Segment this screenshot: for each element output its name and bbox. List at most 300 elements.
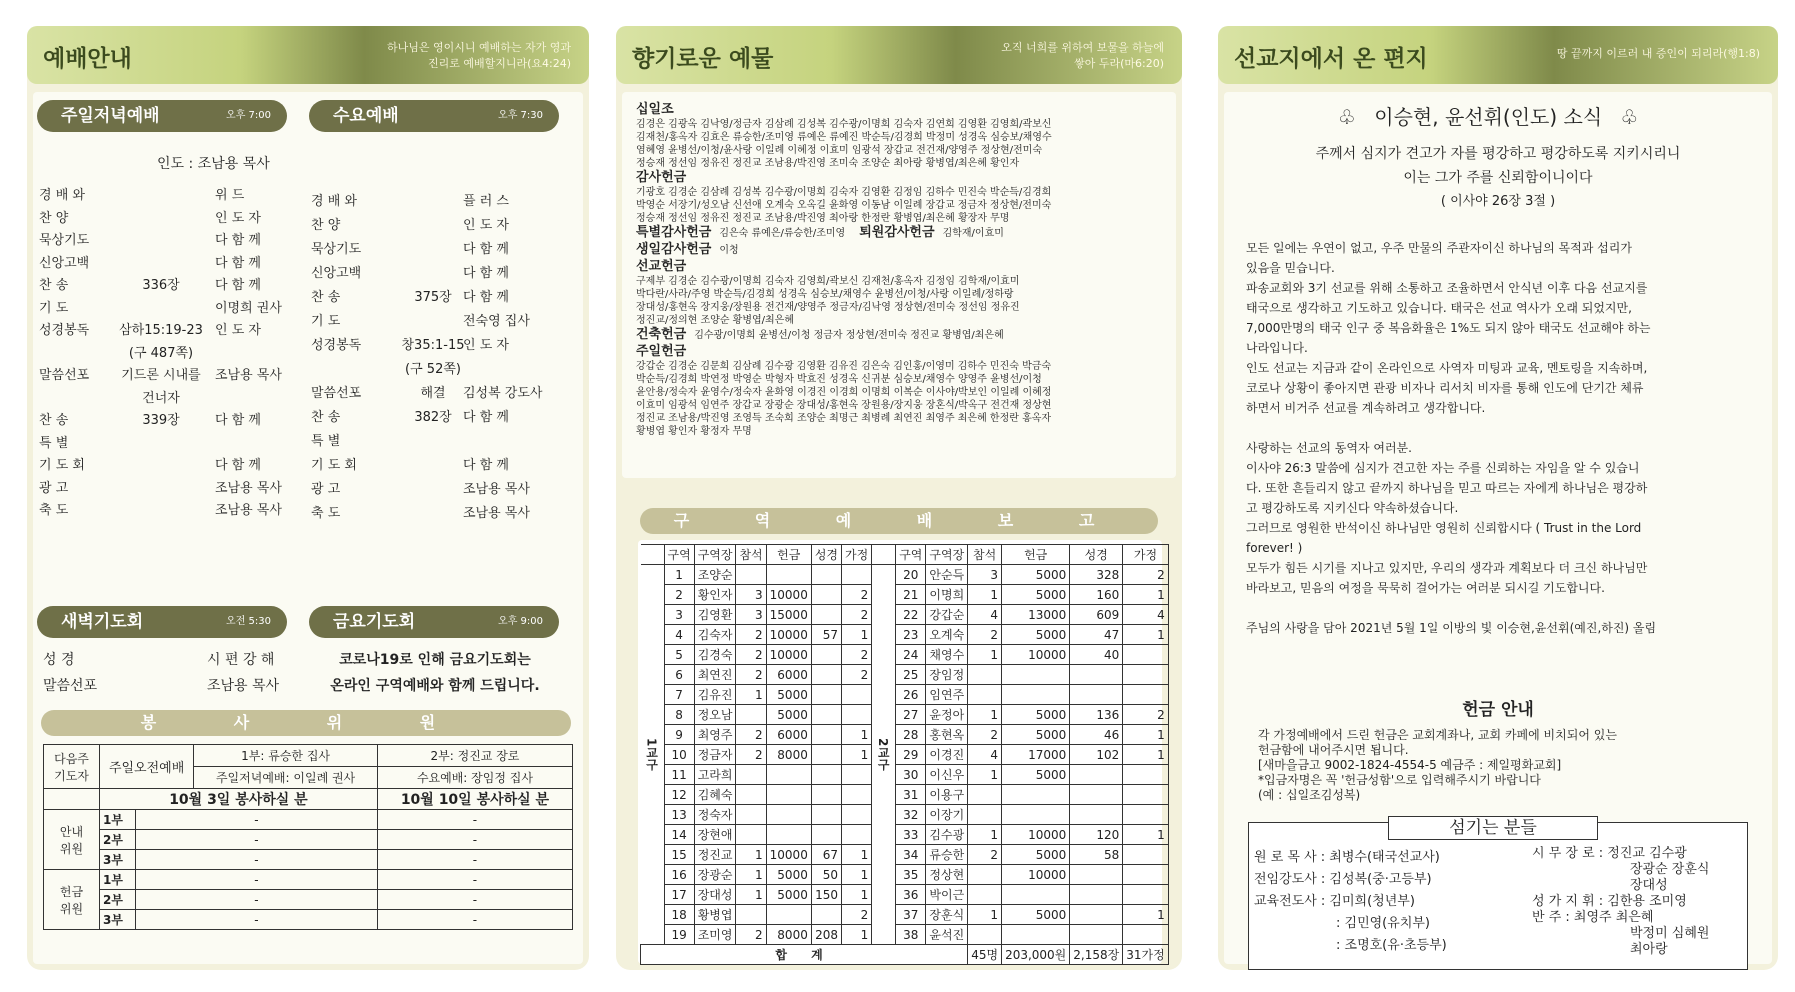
region-cell: 40 <box>1070 645 1123 665</box>
total-value: 31가정 <box>1123 945 1168 965</box>
region-cell: 4 <box>968 605 1002 625</box>
region-cell <box>736 785 766 805</box>
staff-edu-2: : 김민영(유치부) <box>1336 916 1431 931</box>
order-cell: 339장 <box>142 413 180 428</box>
region-cell: 정숙자 <box>694 805 736 825</box>
friday-prayer-title: 금요기도회 오후 9:00 <box>309 606 559 638</box>
region-cell: 34 <box>896 845 926 865</box>
offering-guide-line: (예 : 십일조김성복) <box>1258 788 1361 802</box>
region-cell: 5000 <box>1002 725 1070 745</box>
region-cell: 14 <box>664 825 694 845</box>
order-cell: 찬 송 <box>311 290 341 305</box>
order-cell: 조남용 목사 <box>463 482 530 497</box>
region-cell: 장임정 <box>926 665 968 685</box>
dawn-sermon-label: 말씀선포 <box>43 678 98 694</box>
staff-accomp: 반 주 : 최영주 최은혜 <box>1532 910 1654 925</box>
quote-ref: ( 이사야 26장 3절 ) <box>1440 194 1556 209</box>
region-cell: 김경숙 <box>694 645 736 665</box>
region-cell <box>1123 645 1168 665</box>
order-cell: 신앙고백 <box>311 266 362 281</box>
offering-names: 이효미 임광석 임연주 장갑교 장광순 장대성/홍현옥 장원용/장지웅 장혼식/박옥구 전건재 정상현 <box>636 400 1052 411</box>
order-cell: 기 도 <box>311 314 341 329</box>
letter-line: 모두가 힘든 시기를 지나고 있지만, 우리의 생각과 계획보다 더 크신 하나님만 <box>1246 561 1648 575</box>
letter-line: forever! ) <box>1246 541 1303 555</box>
region-cell: 3 <box>736 605 766 625</box>
region-cell: 이용구 <box>926 785 968 805</box>
next-week-cell: 다음주 기도자 <box>44 745 100 789</box>
region-cell: 5000 <box>766 865 811 885</box>
order-cell: 조남용 목사 <box>215 368 282 383</box>
region-cell: 2 <box>736 745 766 765</box>
letter-line: 파송교회와 3기 선교를 위해 소통하고 조율하면서 안식년 이후 다음 선교지를 <box>1246 281 1648 295</box>
order-cell: 삼하15:19-23 <box>119 323 203 338</box>
region-cell: 1 <box>968 585 1002 605</box>
letter-line: 사랑하는 선교의 동역자 여러분. <box>1246 441 1412 455</box>
region-row <box>641 605 1169 625</box>
region-cell <box>811 805 841 825</box>
total-label: 합 계 <box>641 945 968 965</box>
column-header: 구역 <box>664 545 694 565</box>
staff-elders: 시 무 장 로 : 정진교 김수광 <box>1532 846 1687 861</box>
region-cell: 이경진 <box>926 745 968 765</box>
region-cell: 5000 <box>766 685 811 705</box>
region-cell: 2 <box>736 665 766 685</box>
region-cell: 장대성 <box>694 885 736 905</box>
region-cell: 36 <box>896 885 926 905</box>
region-row <box>641 825 1169 845</box>
offering-heading: 감사헌금 <box>636 170 687 185</box>
dawn-bible-value: 시 편 강 해 <box>207 652 275 668</box>
order-cell: 경 배 와 <box>39 188 85 203</box>
region-cell: 1 <box>842 885 872 905</box>
region-cell: 오계숙 <box>926 625 968 645</box>
region-cell <box>811 665 841 685</box>
region-row <box>641 785 1169 805</box>
mission-header-bar <box>1218 26 1778 84</box>
offering-names: 김경은 김광옥 김낙영/정금자 김삼례 김성복 김수광/이명희 김숙자 김연희 김영환 김영희/곽보신 <box>636 119 1052 130</box>
region-cell: 강갑순 <box>926 605 968 625</box>
region-cell: 임연주 <box>926 685 968 705</box>
region-cell: 29 <box>896 745 926 765</box>
offering-panel <box>616 26 1182 970</box>
region-cell: 2 <box>842 665 872 685</box>
region-cell: 150 <box>811 885 841 905</box>
region-cell <box>1070 765 1123 785</box>
region-cell: 7 <box>664 685 694 705</box>
order-cell: 다 함 께 <box>463 242 509 257</box>
region-cell: 18 <box>664 905 694 925</box>
region-row <box>641 745 1169 765</box>
total-value: 45명 <box>968 945 1002 965</box>
region-cell: 2 <box>842 905 872 925</box>
region-cell <box>968 885 1002 905</box>
offering-guide-line: *입금자명은 꼭 '헌금성함'으로 입력해주시기 바랍니다 <box>1258 773 1541 787</box>
oct3-cell: - <box>136 810 378 830</box>
worship-verse: 하나님은 영이시니 예배하는 자가 영과 진리로 예배할지니라(요4:24) <box>386 41 571 70</box>
staff-elders-3: 장대성 <box>1630 878 1668 893</box>
region-cell: 1 <box>842 865 872 885</box>
region-cell: 136 <box>1070 705 1123 725</box>
region-cell <box>1002 885 1070 905</box>
region-cell: 1 <box>736 865 766 885</box>
region-cell: 17 <box>664 885 694 905</box>
region-cell: 5 <box>664 645 694 665</box>
region-row <box>641 725 1169 745</box>
region-cell <box>1123 865 1168 885</box>
order-cell: 신앙고백 <box>39 255 90 271</box>
letter-heading: ♧ 이승현, 윤선휘(인도) 소식 ♧ <box>1338 105 1639 129</box>
region-header-row <box>641 545 1169 565</box>
region-cell: 류승한 <box>926 845 968 865</box>
order-cell: 찬 송 <box>39 278 69 293</box>
region-cell: 조미영 <box>694 925 736 945</box>
part-cell: 3부 <box>100 910 136 930</box>
region-cell: 김숙자 <box>694 625 736 645</box>
region-cell: 58 <box>1070 845 1123 865</box>
region-cell: 2 <box>664 585 694 605</box>
region-cell: 장훈식 <box>926 905 968 925</box>
order-cell: 인 도 자 <box>463 218 509 233</box>
column-header: 참석 <box>968 545 1002 565</box>
region-cell: 28 <box>896 725 926 745</box>
region-cell: 2 <box>968 625 1002 645</box>
region-cell: 2 <box>842 645 872 665</box>
region-cell: 1 <box>664 565 694 585</box>
region-cell: 10000 <box>1002 865 1070 885</box>
region-cell: 6000 <box>766 665 811 685</box>
region-cell: 57 <box>811 625 841 645</box>
region-cell: 2 <box>968 725 1002 745</box>
region-cell: 이신우 <box>926 765 968 785</box>
region-cell: 22 <box>896 605 926 625</box>
service-row <box>44 850 573 870</box>
offering-names: 장대성/홍현옥 장지웅/장원용 전건재/양영주 정금자/김낙영 정상현/전미숙 정선임 정유진 <box>636 302 1020 313</box>
order-cell: 기드론 시내를 <box>121 368 201 383</box>
region-cell: 160 <box>1070 585 1123 605</box>
region-cell <box>1123 785 1168 805</box>
region-cell: 장광순 <box>694 865 736 885</box>
region-row <box>641 565 1169 585</box>
dawn-sermon-value: 조남용 목사 <box>207 678 280 694</box>
region-cell: 이장기 <box>926 805 968 825</box>
region-cell <box>842 805 872 825</box>
column-header: 구역장 <box>926 545 968 565</box>
region-cell: 33 <box>896 825 926 845</box>
offering-header-bar <box>616 26 1182 84</box>
region-cell: 19 <box>664 925 694 945</box>
region-cell <box>968 665 1002 685</box>
region-row <box>641 645 1169 665</box>
staff-senior-pastor: 원 로 목 사 : 최병수(태국선교사) <box>1254 850 1440 865</box>
region-cell: 6000 <box>766 725 811 745</box>
order-cell: 위 드 <box>215 188 245 203</box>
region-cell: 609 <box>1070 605 1123 625</box>
region-row <box>641 845 1169 865</box>
region-cell: 10000 <box>1002 825 1070 845</box>
region-cell: 1 <box>1123 905 1168 925</box>
region-cell: 10000 <box>766 585 811 605</box>
region-cell <box>968 785 1002 805</box>
oct3-header: 10월 3일 봉사하실 분 <box>100 789 378 810</box>
oct3-cell: - <box>136 850 378 870</box>
region-cell: 1 <box>842 845 872 865</box>
letter-line: 주님의 사랑을 담아 2021년 5월 1일 이방의 빛 이승현,윤선휘(예진,하진) 올림 <box>1246 621 1657 635</box>
column-header: 가정 <box>842 545 872 565</box>
oct3-cell: - <box>136 910 378 930</box>
region-cell: 10000 <box>766 645 811 665</box>
region-cell: 67 <box>811 845 841 865</box>
region-cell <box>811 785 841 805</box>
region-cell <box>766 805 811 825</box>
offering-names: 구제부 김경순 김수광/이명희 김숙자 김영희/곽보신 김재천/홍옥자 김정임 김학재/이효미 <box>636 276 1020 287</box>
region-cell <box>1002 805 1070 825</box>
region-cell: 1 <box>968 765 1002 785</box>
region-cell: 이명희 <box>926 585 968 605</box>
offering-names: 염혜영 윤병선/이청/윤사랑 이일례 이혜정 이효미 임광석 장갑교 전건재/양영주 정상현/전미숙 <box>636 145 1042 156</box>
region-cell: 2 <box>1123 565 1168 585</box>
column-header: 구역장 <box>694 545 736 565</box>
region-cell: 홍현옥 <box>926 725 968 745</box>
offering-list <box>636 102 1176 438</box>
oct10-cell: - <box>377 910 572 930</box>
region-cell <box>1070 785 1123 805</box>
region-cell <box>1002 685 1070 705</box>
region-cell <box>811 685 841 705</box>
order-cell: 다 함 께 <box>215 233 261 248</box>
region-cell <box>842 765 872 785</box>
region-cell: 32 <box>896 805 926 825</box>
staff-accomp-3: 최아랑 <box>1630 942 1668 957</box>
column-header: 헌금 <box>1002 545 1070 565</box>
order-cell: 특 별 <box>311 434 341 449</box>
region-cell: 328 <box>1070 565 1123 585</box>
letter-line: 모든 일에는 우연이 없고, 우주 만물의 주관자이신 하나님의 목적과 섭리가 <box>1246 241 1632 255</box>
order-cell: 375장 <box>414 290 452 305</box>
region-cell: 1 <box>1123 625 1168 645</box>
dawn-bible-label: 성 경 <box>43 652 75 668</box>
staff-evangelist: 전임강도사 : 김성복(중·고등부) <box>1254 872 1432 887</box>
oct10-cell: - <box>377 810 572 830</box>
wednesday-cell: 수요예배: 장임정 집사 <box>377 767 572 789</box>
letter-line: 그러므로 영원한 반석이신 하나님만 영원히 신뢰합시다 ( Trust in the Lord <box>1246 521 1642 535</box>
order-cell: 성경봉독 <box>39 323 90 338</box>
order-cell: 묵상기도 <box>311 242 362 257</box>
region-cell: 31 <box>896 785 926 805</box>
order-cell: 조남용 목사 <box>463 506 530 521</box>
order-cell: 기 도 회 <box>39 458 85 473</box>
offering-names: 박다란/사라/주영 박순득/김경희 성경옥 심승보/채영수 윤병선/이청/사랑 이일례/정하랑 <box>636 289 1014 300</box>
region-cell <box>842 705 872 725</box>
order-cell: 찬 송 <box>39 413 69 428</box>
region-cell <box>968 865 1002 885</box>
column-header: 참석 <box>736 545 766 565</box>
letter-text <box>1246 238 1756 638</box>
region-cell <box>1123 885 1168 905</box>
worship-header-bar <box>27 26 589 84</box>
offering-names: 윤안용/정숙자 윤영수/정숙자 윤화영 이경진 이경희 이명희 이복순 이사야/박보인 이일례 이혜정 <box>636 387 1052 398</box>
column-header: 가정 <box>1123 545 1168 565</box>
region-cell <box>842 685 872 705</box>
region-cell <box>736 825 766 845</box>
region-cell: 120 <box>1070 825 1123 845</box>
region-cell: 조양순 <box>694 565 736 585</box>
total-row <box>641 945 1169 965</box>
order-cell: 해결 <box>420 386 446 401</box>
region-row <box>641 865 1169 885</box>
oct10-cell: - <box>377 830 572 850</box>
order-cell: 다 함 께 <box>463 458 509 473</box>
region-cell: 최연진 <box>694 665 736 685</box>
region-cell <box>811 565 841 585</box>
service-row <box>44 890 573 910</box>
region-cell: 김유진 <box>694 685 736 705</box>
region-cell <box>811 605 841 625</box>
region-cell: 9 <box>664 725 694 745</box>
order-cell: 특 별 <box>39 435 69 451</box>
region-cell: 5000 <box>1002 765 1070 785</box>
region-cell: 1 <box>1123 745 1168 765</box>
order-cell: 광 고 <box>311 482 341 497</box>
region-cell: 윤석진 <box>926 925 968 945</box>
part-cell: 2부 <box>100 890 136 910</box>
region-cell: 5000 <box>1002 905 1070 925</box>
region-cell <box>811 585 841 605</box>
service-row <box>44 830 573 850</box>
order-cell: 광 고 <box>39 480 69 496</box>
staff-elders-2: 장광순 장훈식 <box>1630 862 1710 877</box>
service-committee-table <box>43 744 573 930</box>
service-row <box>44 810 573 830</box>
oct3-cell: - <box>136 830 378 850</box>
part-cell: 1부 <box>100 810 136 830</box>
order-cell: 창35:1-15 <box>401 338 465 353</box>
letter-line: 코로나 상황이 좋아지면 관광 비자나 리서치 비자를 통해 인도에 단기간 체류 <box>1246 381 1644 395</box>
offering-heading: 생일감사헌금 <box>636 242 712 257</box>
offering-guide-line: 각 가정예배에서 드린 헌금은 교회계좌나, 교회 카페에 비치되어 있는 <box>1258 728 1617 742</box>
region-cell: 13000 <box>1002 605 1070 625</box>
order-cell: 성경봉독 <box>311 338 362 353</box>
region-cell: 고라희 <box>694 765 736 785</box>
region-cell: 1 <box>968 825 1002 845</box>
order-cell: 건너자 <box>142 390 180 406</box>
region-cell: 최영주 <box>694 725 736 745</box>
region-cell: 25 <box>896 665 926 685</box>
region-cell <box>842 825 872 845</box>
region-cell: 1 <box>842 725 872 745</box>
order-cell: 다 함 께 <box>463 290 509 305</box>
offering-names: 강갑순 김경순 김문희 김삼례 김수광 김영환 김유진 김은숙 김인홍/이영미 김하수 민진숙 박금숙 <box>636 361 1052 372</box>
order-cell: 김성복 강도사 <box>463 386 543 401</box>
region-cell: 김수광 <box>926 825 968 845</box>
region-cell <box>1123 765 1168 785</box>
region-cell <box>811 745 841 765</box>
region-report-table <box>640 544 1169 965</box>
offering-heading: 퇴원감사헌금 <box>859 225 935 240</box>
order-cell: 다 함 께 <box>215 255 261 271</box>
region-cell: 46 <box>1070 725 1123 745</box>
part-cell: 2부 <box>100 830 136 850</box>
region-cell: 2 <box>736 645 766 665</box>
part-cell: 3부 <box>100 850 136 870</box>
service-committee-title: 봉 사 위 원 <box>41 710 571 736</box>
second-service-cell: 2부: 정진교 장로 <box>377 745 572 767</box>
mission-panel <box>1218 26 1778 970</box>
part-cell: 1부 <box>100 870 136 890</box>
region-cell: 1 <box>968 705 1002 725</box>
region-cell: 5000 <box>1002 845 1070 865</box>
region-cell: 3 <box>664 605 694 625</box>
dawn-prayer-title: 새벽기도회 오전 5:30 <box>37 606 287 638</box>
region-cell: 11 <box>664 765 694 785</box>
region-cell <box>736 565 766 585</box>
region-cell <box>968 925 1002 945</box>
oct10-cell: - <box>377 870 572 890</box>
offering-names: 황병엽 황인자 황정자 무명 <box>636 426 752 437</box>
region-cell <box>1070 925 1123 945</box>
region-cell <box>1002 665 1070 685</box>
offering-inline <box>636 327 1176 344</box>
region-cell <box>1070 885 1123 905</box>
region-cell: 1 <box>1123 825 1168 845</box>
staff-title: 섬기는 분들 <box>1388 816 1598 840</box>
region-cell: 8000 <box>766 925 811 945</box>
letter-line <box>1246 418 1756 438</box>
region-row <box>641 805 1169 825</box>
region-row <box>641 905 1169 925</box>
region-cell: 1 <box>736 685 766 705</box>
offering-heading: 특별감사헌금 <box>636 225 712 240</box>
region-cell: 1 <box>842 625 872 645</box>
region-cell: 3 <box>968 565 1002 585</box>
region-row <box>641 585 1169 605</box>
total-value: 2,158장 <box>1070 945 1123 965</box>
order-cell: 전숙영 집사 <box>463 314 530 329</box>
oct3-cell: - <box>136 870 378 890</box>
region-row <box>641 925 1169 945</box>
region-row <box>641 705 1169 725</box>
club-icon: ♧ <box>1338 105 1356 129</box>
region-cell: 3 <box>736 585 766 605</box>
region-cell: 1 <box>736 845 766 865</box>
region-cell <box>766 905 811 925</box>
column-header: 구역 <box>896 545 926 565</box>
region-cell <box>1002 785 1070 805</box>
club-icon: ♧ <box>1620 105 1639 129</box>
region-cell <box>811 705 841 725</box>
region-cell <box>1123 665 1168 685</box>
order-cell: 다 함 께 <box>215 413 261 428</box>
offering-guide-line: [새마을금고 9002-1824-4554-5 예금주 : 제일평화교회] <box>1258 758 1562 772</box>
region-cell: 5000 <box>1002 705 1070 725</box>
region-cell: 38 <box>896 925 926 945</box>
region-cell: 23 <box>896 625 926 645</box>
offering-names: 김수광/이명희 윤병선/이청 정금자 정상현/전미숙 정진교 황병엽/최은혜 <box>694 330 1004 341</box>
region-cell: 5000 <box>766 885 811 905</box>
region-cell: 35 <box>896 865 926 885</box>
region-cell <box>1123 685 1168 705</box>
region-cell <box>1070 865 1123 885</box>
region-cell: 13 <box>664 805 694 825</box>
region-cell: 47 <box>1070 625 1123 645</box>
offering-names: 박순득/김경희 박연정 박영순 박형자 박효진 성경옥 신귀분 심승보/채영수 양영주 윤병선/이청 <box>636 374 1042 385</box>
region-cell: 5000 <box>766 705 811 725</box>
region-cell: 1 <box>968 645 1002 665</box>
region-cell: 안순득 <box>926 565 968 585</box>
region-cell <box>1123 805 1168 825</box>
order-cell: 인 도 자 <box>463 338 509 353</box>
region-cell: 6 <box>664 665 694 685</box>
offering-heading: 주일헌금 <box>636 344 687 359</box>
